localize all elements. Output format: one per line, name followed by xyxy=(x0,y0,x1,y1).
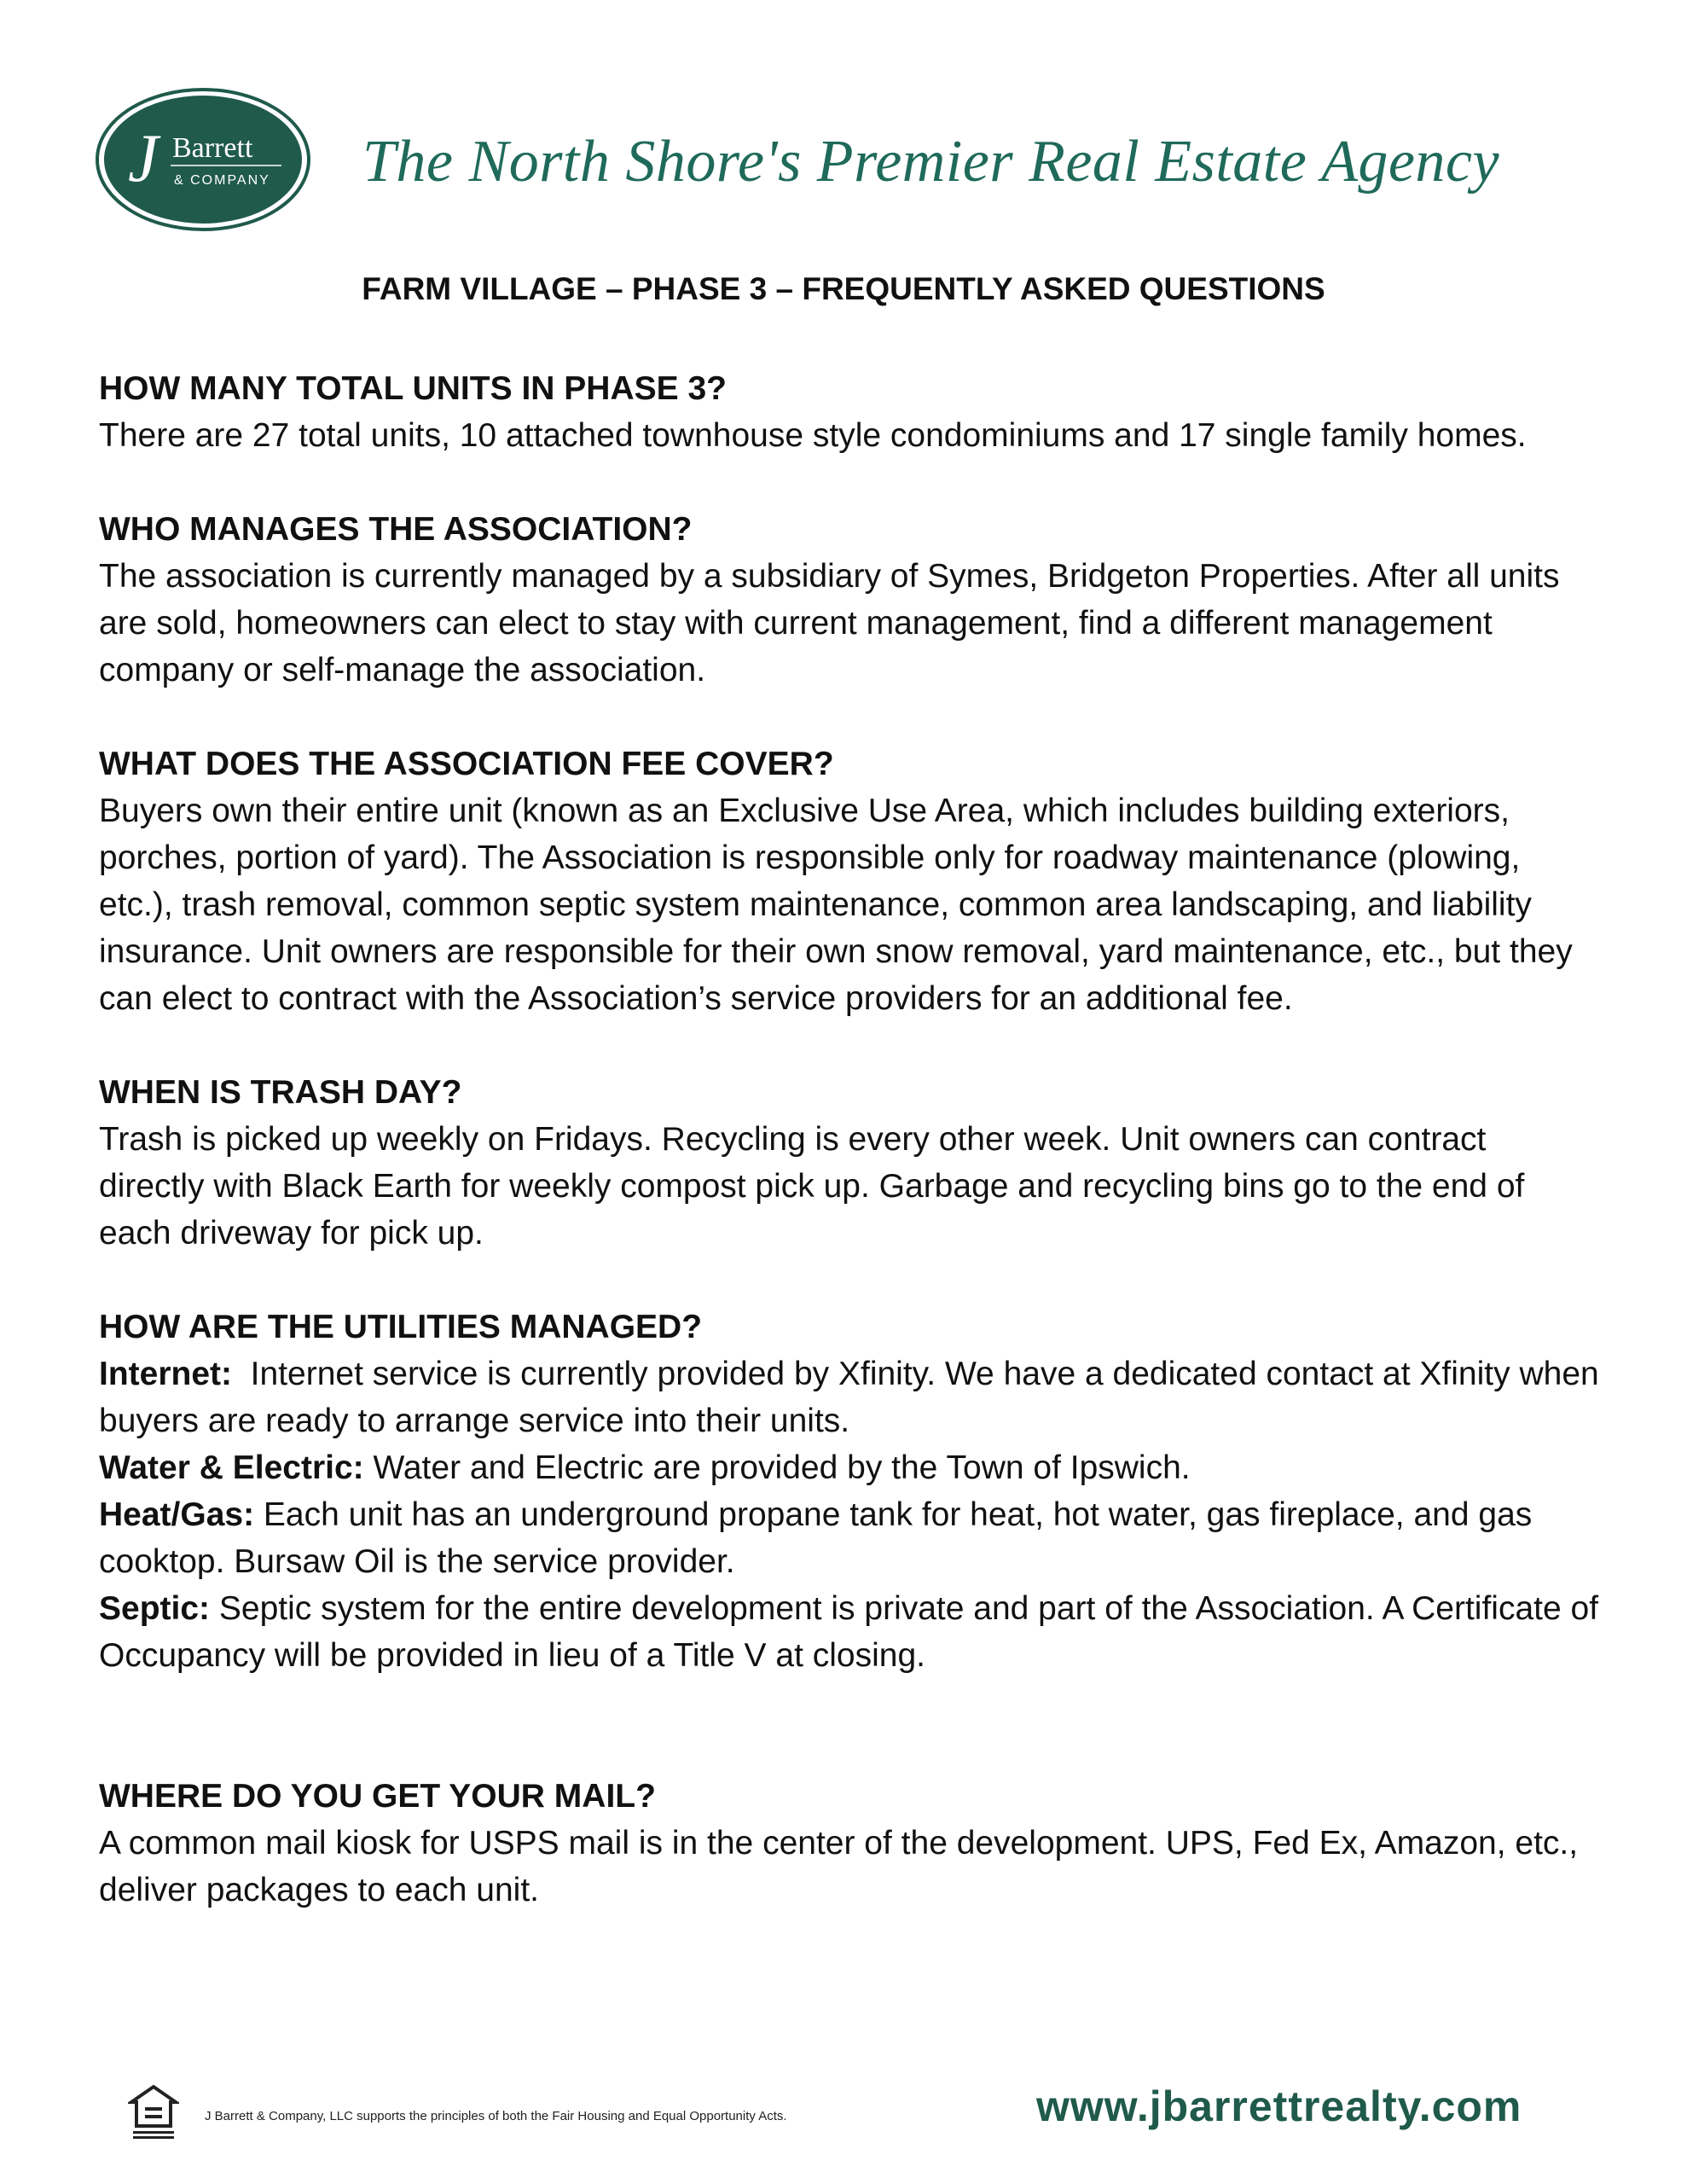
faq-association-fee xyxy=(99,741,1600,1022)
utility-text: Water and Electric are provided by the Town of Ipswich. xyxy=(363,1449,1191,1486)
agency-tagline: The North Shore's Premier Real Estate Agency xyxy=(362,129,1500,195)
svg-text:J: J xyxy=(128,121,159,196)
utility-label: Internet: xyxy=(99,1356,232,1392)
faq-answer: The association is currently managed by a subsidiary of Symes, Bridgeton Properties. After all units are sold, homeowners can elect to stay with current management, find a different management company or self-manage the association. xyxy=(99,558,1560,688)
svg-text:& COMPANY: & COMPANY xyxy=(174,173,270,188)
faq-units xyxy=(99,365,1600,459)
faq-answer: Trash is picked up weekly on Fridays. Recycling is every other week. Unit owners can contract directly with Black Earth for weekly compost pick up. Garbage and recycling bins go to the end of each driveway for pick up. xyxy=(99,1121,1525,1252)
fair-housing-disclaimer: J Barrett & Company, LLC supports the principles of both the Fair Housing and Equal Opportunity Acts. xyxy=(205,2109,787,2123)
page-footer xyxy=(0,2065,1687,2167)
faq-answer: There are 27 total units, 10 attached townhouse style condominiums and 17 single family homes. xyxy=(99,417,1527,454)
equal-housing-icon xyxy=(128,2083,179,2140)
faq-question: WHO MANAGES THE ASSOCIATION? xyxy=(99,511,693,548)
utility-text: Septic system for the entire development is private and part of the Association. A Certificate of Occupancy will be provided in lieu of a Title V at closing. xyxy=(99,1590,1599,1674)
utility-label: Septic: xyxy=(99,1590,211,1627)
faq-answer: Buyers own their entire unit (known as an Exclusive Use Area, which includes building exteriors, porches, portion of yard). The Association is responsible only for roadway maintenance (plowing, etc.), trash removal, common septic system maintenance, common area landscaping, and liability insurance. Unit owners are responsible for their own snow removal, yard maintenance, etc., but they can elect to contract with the Association’s service providers for an additional fee. xyxy=(99,793,1573,1017)
utility-label: Water & Electric: xyxy=(99,1449,364,1486)
faq-utilities xyxy=(99,1304,1609,1679)
company-logo xyxy=(94,87,312,232)
utility-label: Heat/Gas: xyxy=(99,1496,255,1533)
utility-septic xyxy=(99,1585,1600,1679)
page-header xyxy=(0,0,1687,247)
document-title: FARM VILLAGE – PHASE 3 – FREQUENTLY ASKED QUESTIONS xyxy=(362,271,1325,306)
faq-question: HOW MANY TOTAL UNITS IN PHASE 3? xyxy=(99,370,727,407)
faq-answer: A common mail kiosk for USPS mail is in the center of the development. UPS, Fed Ex, Amazon, etc., deliver packages to each unit. xyxy=(99,1825,1579,1908)
svg-text:Barrett: Barrett xyxy=(172,132,253,164)
faq-question: WHAT DOES THE ASSOCIATION FEE COVER? xyxy=(99,746,834,782)
website-link[interactable]: www.jbarrettrealty.com xyxy=(1036,2082,1522,2130)
faq-question: HOW ARE THE UTILITIES MANAGED? xyxy=(99,1309,703,1345)
utility-heat-gas xyxy=(99,1491,1600,1585)
utility-text: Each unit has an underground propane tank for heat, hot water, gas fireplace, and gas cooktop. Bursaw Oil is the service provider. xyxy=(99,1496,1533,1580)
faq-trash-day xyxy=(99,1069,1600,1257)
faq-question: WHERE DO YOU GET YOUR MAIL? xyxy=(99,1778,656,1815)
faq-question: WHEN IS TRASH DAY? xyxy=(99,1074,462,1111)
utility-internet xyxy=(99,1350,1609,1444)
utility-water-electric xyxy=(99,1444,1600,1491)
utility-text: Internet service is currently provided by Xfinity. We have a dedicated contact at Xfinity when buyers are ready to arrange service into their units. xyxy=(99,1356,1609,1439)
faq-management xyxy=(99,506,1600,694)
faq-content xyxy=(99,365,1609,1960)
faq-mail xyxy=(99,1773,1600,1914)
